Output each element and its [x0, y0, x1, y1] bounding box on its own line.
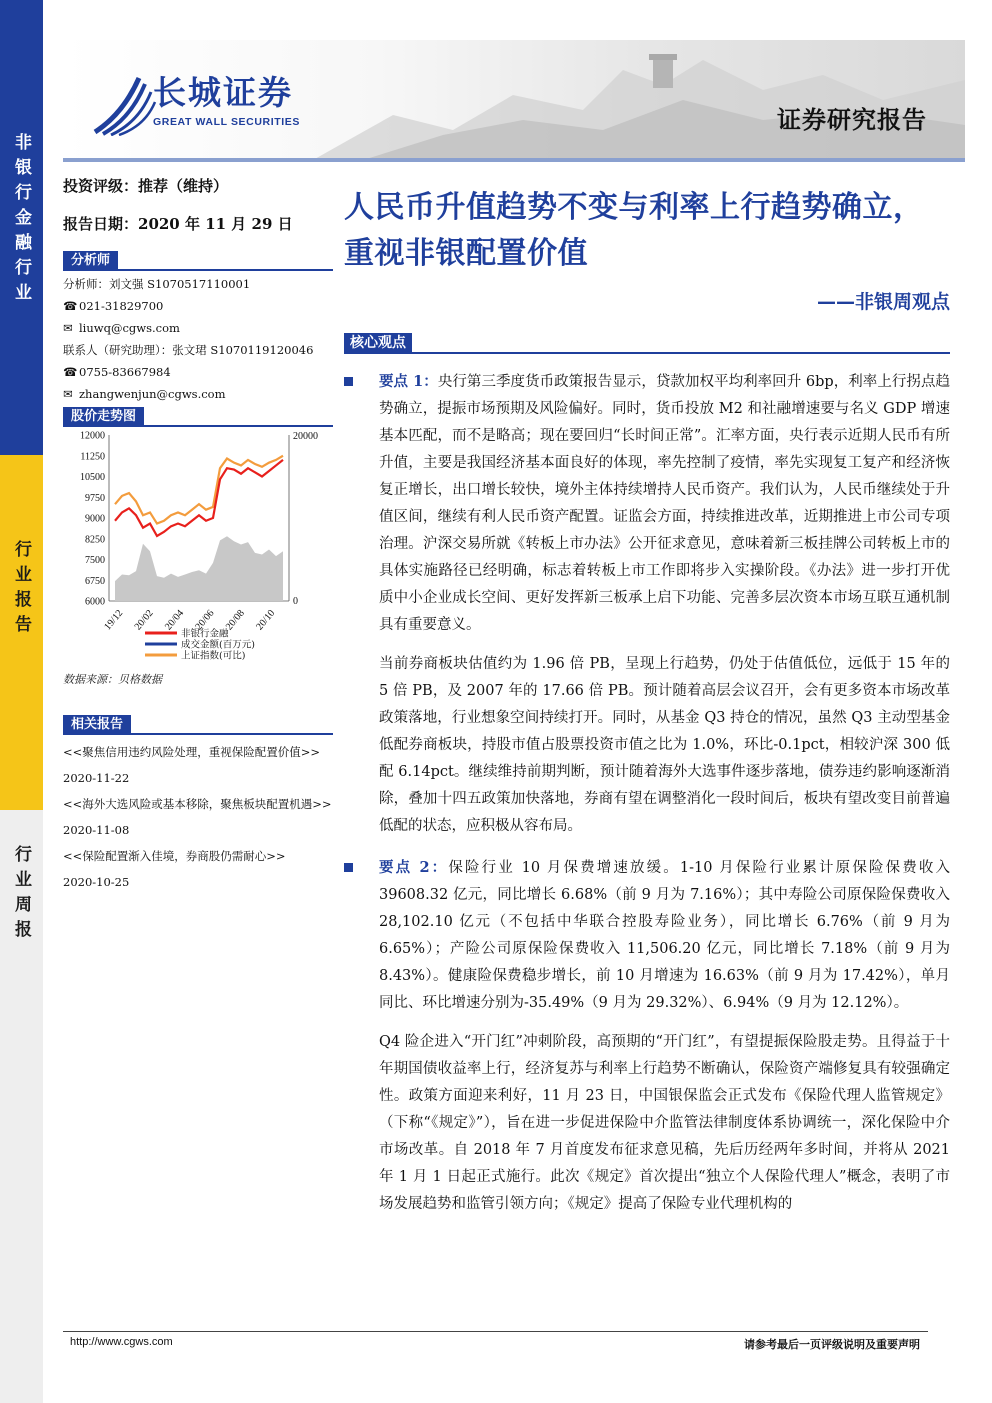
bullet-square-icon: [344, 377, 353, 386]
footer-note: 请参考最后一页评级说明及重要声明: [744, 1338, 920, 1351]
series-line: [115, 460, 283, 536]
related-report-2[interactable]: <<海外大选风险或基本移除，聚焦板块配置机遇>> 2020-11-08: [63, 797, 332, 837]
analyst-info: [63, 273, 333, 405]
key-point-text: 央行第三季度货币政策报告显示，贷款加权平均利率回升 6bp，利率上行拐点趋势确立，提振市场预期及风险偏好。同时，货币投放 M2 和社融增速要与名义 GDP 增速基本匹配，而不是略高；现在要回归“长时间正常”。汇率方面，央行表示近期人民币有所升值，主要是我国经济基本面良好的体现，率先控制了疫情，率先实现复工复产和经济恢复正增长，出口增长较快，境外主体持续增持人民币资产。我们认为，人民币继续处于升值区间，继续有利人民币资产配置。证监会方面，持续推进改革，近期推进上市公司专项治理。沪深交易所就《转板上市办法》公开征求意见，意味着新三板挂牌公司转板上市的具体实施路径已经明确，标志着转板上市工作即将步入实操阶段。《办法》进一步打开优质中小企业成长空间、更好发挥新三板承上启下功能、完善多层次资本市场互联互通机制具有重要意义。: [379, 374, 950, 633]
paragraph-insurance: Q4 险企进入“开门红”冲刺阶段，高预期的“开门红”，有望提振保险股走势。且得益于十年期国债收益率上行，经济复苏与利率上行趋势不断确认，保险资产端修复具有较强确定性。政策方面迎来利好，11 月 23 日，中国银保监会正式发布《保险代理人监管规定》（下称“《规定》”），旨在进一步促进保险中介监管法律制度体系协调统一，深化保险中介市场改革。自 2018 年 7 月首度发布征求意见稿，先后历经两年多时间，并将从 2021 年 1 月 1 日起正式施行。此次《规定》首次提出“独立个人保险代理人”概念，表明了市场发展趋势和监管引领方向；《规定》提高了保险专业代理机构的: [379, 1034, 950, 1212]
mail-icon: ✉: [63, 321, 73, 335]
mail-icon: ✉: [63, 387, 73, 401]
key-point-text: 保险行业 10 月保费增速放缓。1-10 月保险行业累计原保险保费收入 39608.32 亿元，同比增长 6.68%（前 9 月为 7.16%）；其中寿险公司原保险保费收入 28,102.10 亿元（不包括中华联合控股寿险业务），同比增长 6.76%（前 9 月为 6.65%）；产险公司原保险保费收入 11,506.20 亿元，同比增长 7.18%（前 9 月为 8.43%）。健康险保费稳步增长，前 10 月增速为 16.63%（前 9 月为 17.42%），单月同比、环比增速分别为-35.49%（9 月为 29.32%）、6.94%（9 月为 12.12%）。: [379, 860, 950, 1011]
sideband-report-type: 行业报告: [0, 455, 43, 810]
price-chart-svg: [63, 427, 333, 665]
paragraph-brokerage: 当前券商板块估值约为 1.96 倍 PB，呈现上行趋势，仍处于估值低位，远低于 15 年的 5 倍 PB，及 2007 年的 17.66 倍 PB。预计随着高层会议召开，会有更多资本市场改革政策落地，行业想象空间持续打开。同时，从基金 Q3 持仓的情况，虽然 Q3 主动型基金低配券商板块，持股市值占股票投资市值之比为 1.0%，环比-0.1pct，相较沪深 300 低配 6.14pct。继续维持前期判断，预计随着海外大选事件逐步落地，债券违约影响逐渐消除，叠加十四五政策加快落地，券商有望在调整消化一段时间后，板块有望改变目前普遍低配的状态，应积极从容布局。: [379, 656, 950, 834]
x-tick-label: 20/04: [163, 607, 187, 633]
key-point-label: 要点 2：: [379, 859, 449, 876]
related-reports: [63, 739, 333, 895]
brand: [153, 74, 300, 128]
left-column: [63, 175, 333, 895]
main-column: [344, 185, 950, 1218]
y-left-tick-label: 6000: [85, 596, 105, 608]
x-tick-label: 20/02: [132, 607, 156, 633]
y-right-tick-label: 0: [293, 596, 298, 607]
contact-name: 联系人（研究助理）：张文珺 S1070119120046: [63, 343, 314, 357]
report-title: 人民币升值趋势不变与利率上行趋势确立，重视非银配置价值: [344, 190, 924, 271]
side-band: [0, 0, 43, 1403]
report-type: 证券研究报告: [777, 106, 927, 134]
legend-label: 上证指数(可比): [181, 650, 246, 662]
phone-icon: ☎: [63, 299, 78, 313]
analyst-email[interactable]: ✉ liuwq@cgws.com: [63, 317, 333, 339]
y-left-tick-label: 7500: [85, 555, 105, 566]
y-left-tick-label: 12000: [80, 430, 105, 442]
brand-name-cn: 长城证券: [153, 73, 293, 112]
analyst-name: 分析师：刘文强 S1070517110001: [63, 277, 251, 291]
phone-icon: ☎: [63, 365, 78, 379]
report-date: 报告日期：2020 年 11 月 29 日: [63, 215, 293, 233]
analyst-phone: ☎ 021-31829700: [63, 295, 333, 317]
y-right-tick-label: 20000: [293, 431, 318, 442]
y-left-tick-label: 9750: [85, 492, 105, 504]
y-left-tick-label: 6750: [85, 575, 105, 587]
core-view-head: 核心观点: [344, 332, 950, 354]
analyst-section-head: 分析师: [63, 249, 333, 271]
investment-rating: 投资评级：推荐（维持）: [63, 177, 229, 195]
bullet-square-icon: [344, 863, 353, 872]
legend-label: 成交金额(百万元): [181, 639, 255, 651]
x-tick-label: 20/06: [193, 607, 217, 633]
related-report-3[interactable]: <<保险配置渐入佳境，券商股仍需耐心>> 2020-10-25: [63, 849, 286, 889]
y-left-tick-label: 11250: [80, 451, 105, 463]
contact-email[interactable]: ✉ zhangwenjun@cgws.com: [63, 383, 333, 405]
footer-divider: [63, 1331, 928, 1332]
header-divider: [63, 158, 965, 162]
legend-label: 非银行金融: [181, 628, 229, 640]
series-line: [115, 456, 283, 524]
sideband-industry: 非银行金融行业: [0, 0, 43, 455]
x-tick-label: 20/10: [254, 607, 278, 633]
related-section-head: 相关报告: [63, 713, 333, 735]
x-tick-label: 19/12: [102, 607, 126, 633]
volume-area: [115, 536, 283, 601]
sideband-weekly: 行业周报: [0, 810, 43, 1403]
report-subtitle: ——非银周观点: [816, 291, 950, 313]
y-left-tick-label: 10500: [80, 472, 105, 483]
contact-phone: ☎ 0755-83667984: [63, 361, 333, 383]
chart-section-head: 股价走势图: [63, 405, 333, 427]
brand-name-en: GREAT WALL SECURITIES: [153, 116, 300, 128]
y-left-tick-label: 8250: [85, 534, 105, 546]
key-point-label: 要点 1：: [379, 373, 438, 390]
related-report-1[interactable]: <<聚焦信用违约风险处理，重视保险配置价值>> 2020-11-22: [63, 745, 321, 785]
price-chart: [63, 427, 333, 665]
x-tick-label: 20/08: [223, 607, 247, 633]
footer-url[interactable]: http://www.cgws.com: [70, 1336, 173, 1348]
data-source: 数据来源：贝格数据: [63, 673, 162, 686]
page-header: [63, 40, 965, 160]
key-point-1: [344, 368, 950, 639]
y-left-tick-label: 9000: [85, 513, 105, 525]
key-point-2: [344, 854, 950, 1017]
